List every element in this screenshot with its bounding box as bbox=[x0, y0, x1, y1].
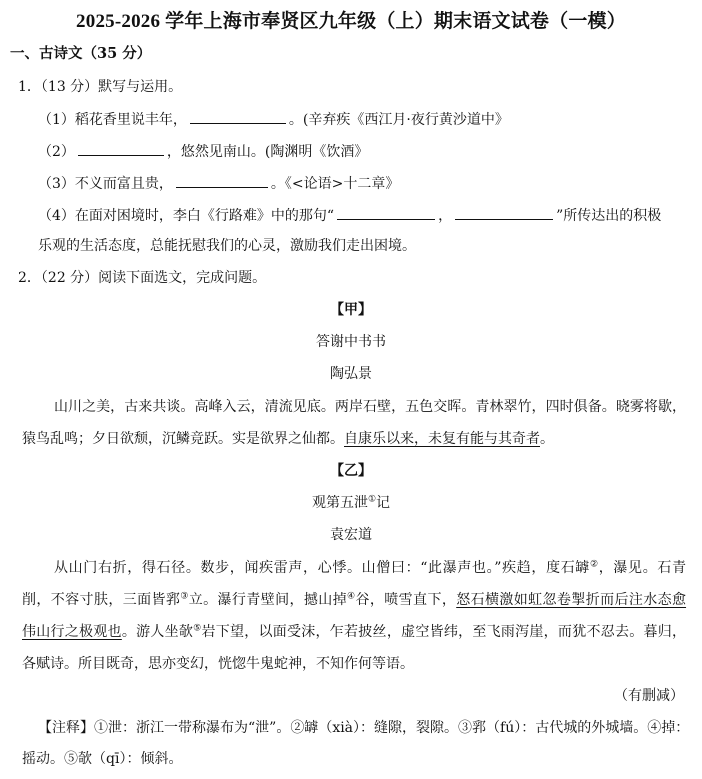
yi-text: 立。瀑行青壁间，撼山掉 bbox=[188, 592, 348, 608]
underlined-sentence: 自康乐以来，未复有能与其奇者 bbox=[344, 431, 540, 447]
section-heading: 一、古诗文（35 分） bbox=[10, 45, 152, 62]
footnote-marker: ① bbox=[367, 494, 377, 505]
item-2-prefix: （2） bbox=[38, 144, 75, 160]
answer-blank bbox=[78, 141, 164, 156]
yi-text: ，瀑见。石青 bbox=[598, 560, 687, 576]
passage-yi-line-3 bbox=[22, 622, 686, 642]
answer-blank bbox=[176, 173, 268, 188]
footnote-marker: ⑤ bbox=[193, 623, 202, 634]
passage-yi-line-1 bbox=[54, 558, 686, 578]
answer-blank bbox=[337, 205, 435, 220]
page-title: 2025-2026 学年上海市奉贤区九年级（上）期末语文试卷（一模） bbox=[76, 11, 626, 32]
underlined-sentence: 怒石横激如虹忽卷掣折而后注水态愈 bbox=[456, 592, 687, 608]
footnote-marker: ④ bbox=[347, 591, 356, 602]
passage-yi-line-2 bbox=[22, 590, 686, 610]
question-1-item-4-cont: 乐观的生活态度，总能抚慰我们的心灵，激励我们走出困境。 bbox=[38, 238, 416, 254]
yi-text: 岩下望，以面受沫，乍若披丝，虚空皆纬，至飞雨泻崖，而犹不忍去。暮归， bbox=[201, 624, 687, 640]
passage-yi-title bbox=[0, 493, 702, 513]
item-1-prefix: （1）稻花香里说丰年， bbox=[38, 112, 187, 128]
passage-yi-label: 【乙】 bbox=[330, 463, 372, 479]
abridged-note: （有删减） bbox=[614, 688, 684, 704]
answer-blank bbox=[190, 109, 286, 124]
item-4-comma: ， bbox=[438, 208, 453, 224]
item-1-source: 。(辛弃疾《西江月·夜行黄沙道中》 bbox=[288, 112, 509, 128]
yi-title-text: 观第五泄 bbox=[311, 495, 368, 511]
jia-text: 猿鸟乱鸣；夕日欲颓，沉鳞竞跃。实是欲界之仙都。 bbox=[22, 431, 344, 447]
item-3-prefix: （3）不义而富且贵， bbox=[38, 176, 173, 192]
yi-text: 削，不容寸肤，三面皆郛 bbox=[22, 592, 181, 608]
jia-period: 。 bbox=[540, 431, 554, 447]
question-1-item-1 bbox=[38, 109, 509, 130]
footnote-marker: ② bbox=[590, 559, 599, 570]
footnote-marker: ③ bbox=[180, 591, 189, 602]
passage-jia-author: 陶弘景 bbox=[330, 366, 372, 382]
annotation-line-2: 摇动。⑤欹（qī）：倾斜。 bbox=[22, 751, 183, 767]
answer-blank bbox=[455, 205, 553, 220]
item-2-source: ，悠然见南山。(陶渊明《饮酒》 bbox=[166, 144, 369, 160]
question-1-item-4 bbox=[38, 205, 661, 226]
yi-text: 从山门右折，得石径。数步，闻疾雷声，心悸。山僧曰：“此瀑声也。”疾趋，度石罅 bbox=[54, 560, 591, 576]
passage-yi-author: 袁宏道 bbox=[330, 527, 372, 543]
item-3-source: 。《<论语>十二章》 bbox=[270, 176, 400, 192]
passage-jia-label: 【甲】 bbox=[330, 302, 372, 318]
passage-yi-line-4: 各赋诗。所目既奇，思亦变幻，恍惚牛鬼蛇神，不知作何等语。 bbox=[22, 656, 414, 672]
passage-jia-line-1: 山川之美，古来共谈。高峰入云，清流见底。两岸石壁，五色交晖。青林翠竹，四时俱备。晓雾将歇， bbox=[54, 399, 686, 415]
passage-jia-title: 答谢中书书 bbox=[316, 334, 386, 350]
underlined-sentence: 伟山行之极观也 bbox=[22, 624, 122, 640]
item-4-prefix: （4）在面对困境时，李白《行路难》中的那句“ bbox=[38, 208, 335, 224]
question-2-stem: 2．（22 分）阅读下面选文，完成问题。 bbox=[18, 270, 267, 286]
yi-text: 。游人坐欹 bbox=[121, 624, 194, 640]
passage-jia-line-2 bbox=[22, 429, 554, 449]
item-4-suffix: ”所传达出的积极 bbox=[556, 208, 662, 224]
question-1-item-3 bbox=[38, 173, 399, 194]
yi-text: 谷，喷雪直下， bbox=[355, 592, 457, 608]
question-1-item-2 bbox=[38, 141, 368, 162]
question-1-stem: 1．（13 分）默写与运用。 bbox=[18, 79, 183, 95]
annotation-line-1: 【注释】①泄：浙江一带称瀑布为“泄”。②罅（xià）：缝隙，裂隙。③郛（fú）：古代城的外城墙。④掉： bbox=[38, 720, 690, 736]
yi-title-end: 记 bbox=[376, 495, 391, 511]
